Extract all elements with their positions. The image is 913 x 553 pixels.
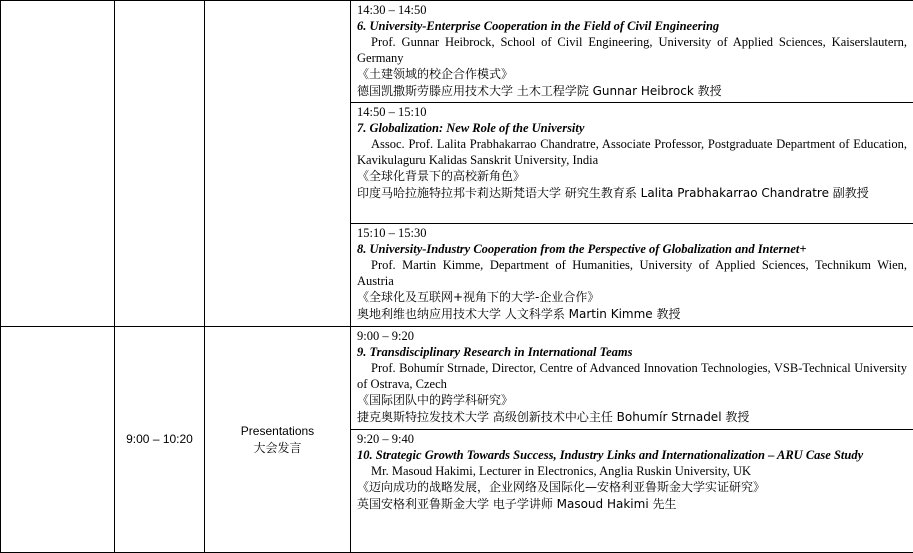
session-type-cell: [205, 1, 351, 327]
item-time: 9:20 – 9:40: [357, 432, 414, 446]
program-item: [351, 224, 913, 327]
item-speaker: Prof. Bohumír Strnade, Director, Centre of Advanced Innovation Technologies, VSB-Technical University of Ostrava, Czech: [357, 361, 907, 391]
item-title: 9. Transdisciplinary Research in International Teams: [357, 345, 633, 359]
session-time-cell: [115, 1, 205, 327]
item-cn-speaker: 捷克奥斯特拉发技术大学 高级创新技术中心主任 Bohumír Strnadel 教授: [357, 410, 750, 424]
item-time: 14:50 – 15:10: [357, 105, 427, 119]
item-cn-title: 《全球化及互联网+视角下的大学-企业合作》: [357, 290, 600, 304]
item-cn-speaker: 奥地利维也纳应用技术大学 人文科学系 Martin Kimme 教授: [357, 307, 681, 321]
item-cn-speaker: 英国安格利亚鲁斯金大学 电子学讲师 Masoud Hakimi 先生: [357, 497, 677, 511]
table-row: [1, 1, 913, 103]
item-speaker: Assoc. Prof. Lalita Prabhakarrao Chandratre, Associate Professor, Postgraduate Department of Education, Kavikulaguru Kalidas Sanskrit University, India: [357, 137, 907, 167]
item-title: 8. University-Industry Cooperation from the Perspective of Globalization and Internet+: [357, 242, 807, 256]
item-title: 6. University-Enterprise Cooperation in the Field of Civil Engineering: [357, 19, 720, 33]
item-title: 10. Strategic Growth Towards Success, Industry Links and Internationalization – ARU Case Study: [357, 448, 864, 462]
program-item: [351, 327, 913, 430]
day-cell: [1, 327, 115, 553]
item-time: 9:00 – 9:20: [357, 329, 414, 343]
session-time-cell: [115, 327, 205, 553]
item-speaker: Prof. Martin Kimme, Department of Humanities, University of Applied Sciences, Technikum Wien, Austria: [357, 258, 907, 288]
item-cn-title: 《迈向成功的战略发展，企业网络及国际化—安格利亚鲁斯金大学实证研究》: [357, 480, 766, 494]
day-cell: [1, 1, 115, 327]
item-speaker: Prof. Gunnar Heibrock, School of Civil Engineering, University of Applied Sciences, Kaiserslautern, Germany: [357, 35, 907, 65]
item-cn-title: 《全球化背景下的高校新角色》: [357, 169, 526, 183]
item-time: 14:30 – 14:50: [357, 3, 427, 17]
item-time: 15:10 – 15:30: [357, 226, 427, 240]
program-item: [351, 430, 913, 553]
item-cn-title: 《土建领域的校企合作模式》: [357, 67, 514, 81]
program-item: [351, 103, 913, 224]
table-row: [1, 327, 913, 430]
session-time: 9:00 – 10:20: [126, 432, 193, 446]
item-title: 7. Globalization: New Role of the University: [357, 121, 585, 135]
item-speaker: Mr. Masoud Hakimi, Lecturer in Electronics, Anglia Ruskin University, UK: [371, 464, 752, 478]
item-cn-speaker: 印度马哈拉施特拉邦卡莉达斯梵语大学 研究生教育系 Lalita Prabhakarrao Chandratre 副教授: [357, 186, 869, 200]
program-item: [351, 1, 913, 103]
item-cn-speaker: 德国凯撒斯劳滕应用技术大学 土木工程学院 Gunnar Heibrock 教授: [357, 84, 722, 98]
session-type-cell: [205, 327, 351, 553]
session-type-cn: 大会发言: [253, 440, 302, 455]
item-cn-title: 《国际团队中的跨学科研究》: [357, 393, 514, 407]
session-type-en: Presentations: [240, 423, 315, 438]
